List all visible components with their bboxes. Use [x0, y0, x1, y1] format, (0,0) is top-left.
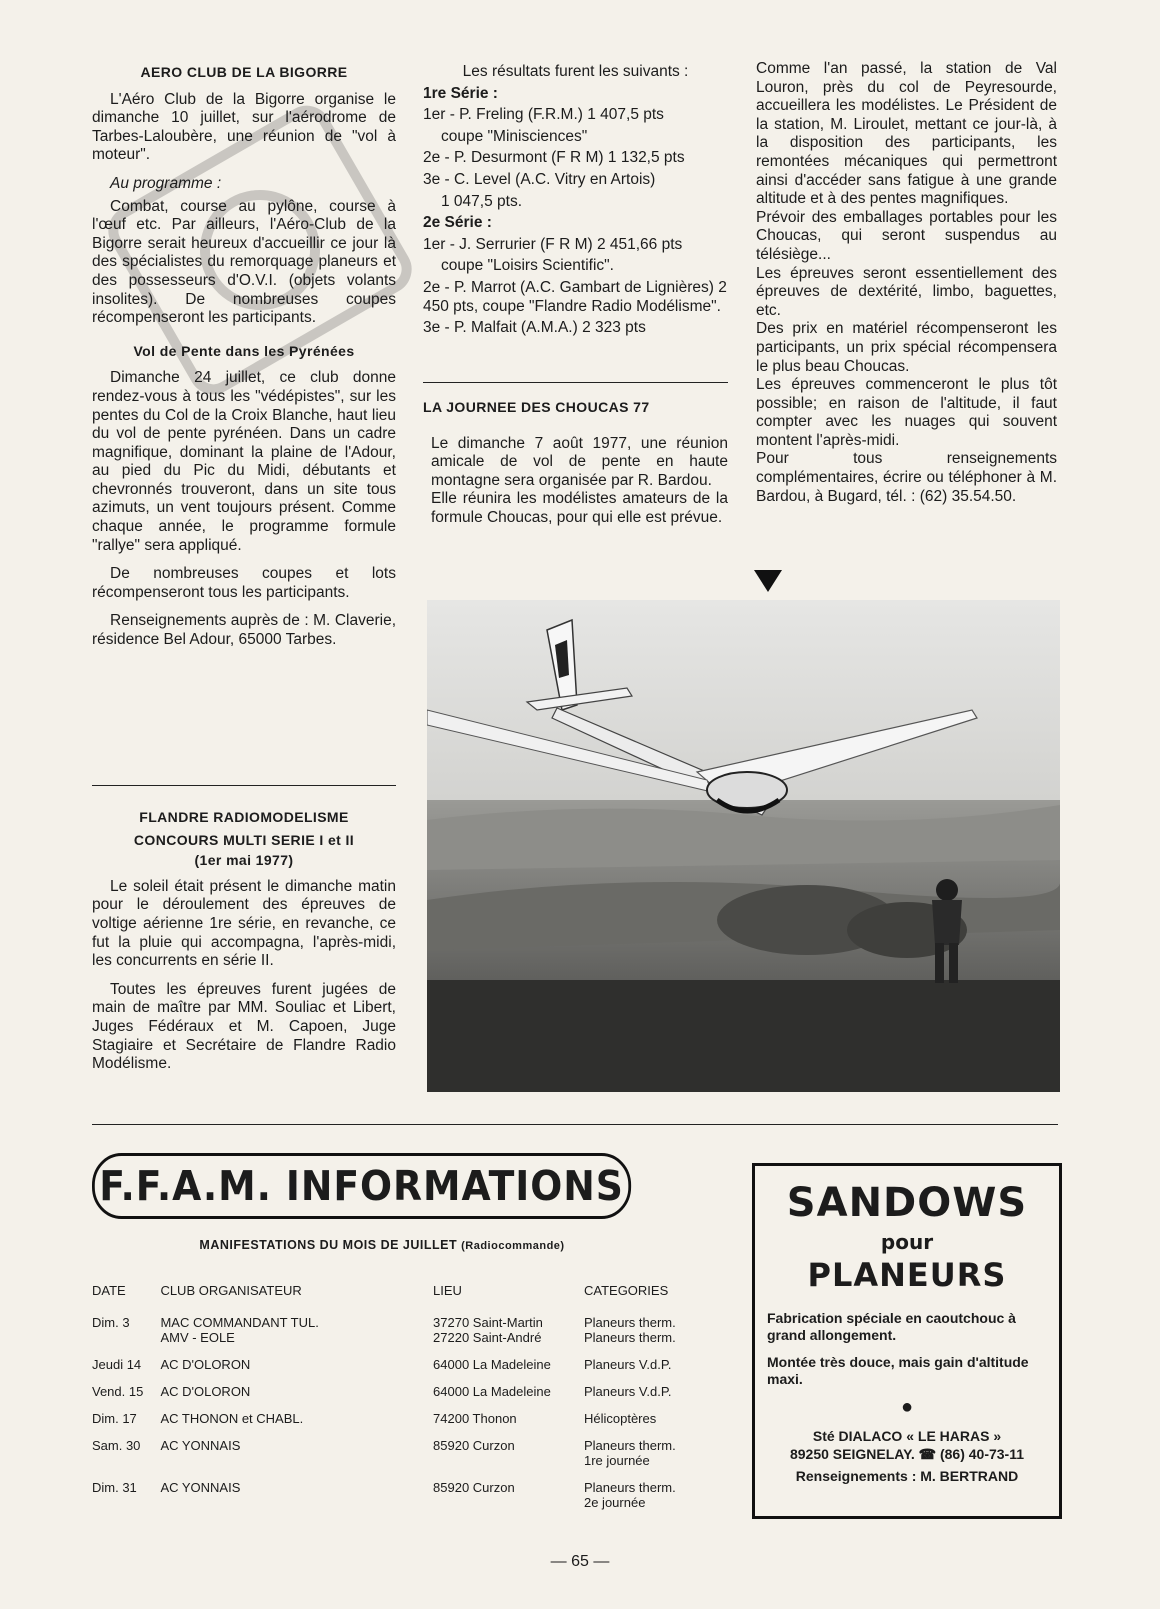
column-2-lower [423, 398, 728, 528]
ad-contact: Renseignements : M. BERTRAND [795, 1468, 1019, 1484]
paragraph: De nombreuses coupes et lots récompenseront tous les participants. [92, 565, 396, 601]
result-line: 1er - J. Serrurier (F R M) 2 451,66 pts [423, 235, 683, 253]
divider [92, 1124, 1058, 1125]
result-line: 2e - P. Desurmont (F R M) 1 132,5 pts [423, 149, 685, 167]
serie-2-label: 2e Série : [423, 214, 492, 232]
table-row [92, 1480, 712, 1522]
cell-lieu: 85920 Curzon [433, 1438, 515, 1453]
divider [423, 382, 728, 383]
cell-categories: Planeurs therm. 1re journée [583, 1438, 676, 1468]
result-line: coupe "Minisciences" [441, 127, 588, 145]
heading-date: (1er mai 1977) [194, 852, 294, 869]
heading-choucas: LA JOURNEE DES CHOUCAS 77 [423, 399, 650, 415]
ad-description-2: Montée très douce, mais gain d'altitude maxi. [767, 1354, 1029, 1387]
paragraph: Elle réunira les modélistes amateurs de la formule Choucas, pour qui elle est prévue. [431, 490, 728, 526]
cell-lieu: 64000 La Madeleine [433, 1357, 551, 1372]
table-row [92, 1315, 712, 1357]
result-line: 2e - P. Marrot (A.C. Gambart de Lignières) 2 450 pts, coupe "Flandre Radio Modélisme". [423, 278, 727, 315]
paragraph: L'Aéro Club de la Bigorre organise le dimanche 10 juillet, sur l'aérodrome de Tarbes-Laloubère, une réunion de "vol à moteur". [92, 90, 396, 164]
cell-lieu: 85920 Curzon [433, 1480, 515, 1495]
heading-aero-club: AERO CLUB DE LA BIGORRE [140, 64, 348, 80]
result-line: 1 047,5 pts. [441, 192, 523, 210]
header-date: DATE [92, 1283, 126, 1298]
paragraph: Les épreuves seront essentiellement des épreuves de dextérité, limbo, baguettes, etc. [756, 264, 1057, 319]
sandows-advert [752, 1163, 1062, 1519]
table-row [92, 1438, 712, 1480]
manifestations-title-note: (Radiocommande) [461, 1240, 565, 1252]
ad-title: SANDOWS [786, 1180, 1028, 1226]
cell-club: AC THONON et CHABL. [160, 1411, 304, 1426]
result-line: 1er - P. Freling (F.R.M.) 1 407,5 pts [423, 106, 664, 124]
cell-categories: Planeurs therm. 2e journée [583, 1480, 676, 1510]
cell-club: AC D'OLORON [160, 1384, 251, 1399]
cell-club: AC YONNAIS [160, 1480, 241, 1495]
column-1 [92, 63, 396, 660]
paragraph: Prévoir des emballages portables pour les Choucas, qui seront suspendus au télésiège... [756, 208, 1057, 263]
continue-arrow-icon [754, 570, 782, 592]
paragraph: Le soleil était présent le dimanche matin pour le déroulement des épreuves de voltige aérienne 1re série, en revanche, ce fut la pluie qui accompagna, l'après-midi, les concurrents en série II. [92, 877, 396, 970]
paragraph: Toutes les épreuves furent jugées de main de maître par MM. Souliac et Libert, Juges Fédéraux et M. Capoen, Juge Stagiaire et Secrétaire de Flandre Radio Modélisme. [92, 980, 396, 1073]
paragraph: Combat, course au pylône, course à l'œuf etc. Par ailleurs, l'Aéro-Club de la Bigorre serait heureux d'accueillir ce jour là des spécialistes du remorquage planeurs et des possesseurs d'O.V.I. (objets volants insolites). De nombreuses coupes récompenseront les participants. [92, 197, 396, 327]
cell-date: Dim. 17 [92, 1411, 137, 1426]
header-categories: CATEGORIES [583, 1283, 669, 1298]
paragraph: Pour tous renseignements complémentaires, écrire ou téléphoner à M. Bardou, à Bugard, tél. : (62) 35.54.50. [756, 450, 1057, 505]
ad-address: 89250 SEIGNELAY. ☎ (86) 40-73-11 [789, 1446, 1025, 1462]
glider-photo [427, 600, 1060, 1092]
column-3 [756, 60, 1057, 506]
table-row [92, 1384, 712, 1411]
header-club: CLUB ORGANISATEUR [160, 1283, 302, 1298]
cell-categories: Planeurs V.d.P. [583, 1384, 672, 1399]
divider [92, 785, 396, 786]
cell-date: Jeudi 14 [92, 1357, 142, 1372]
ad-pour: pour [880, 1230, 934, 1254]
table-row [92, 1411, 712, 1438]
cell-club: MAC COMMANDANT TUL. AMV - EOLE [160, 1315, 319, 1345]
table-row [92, 1357, 712, 1384]
cell-date: Sam. 30 [92, 1438, 141, 1453]
cell-categories: Hélicoptères [583, 1411, 657, 1426]
heading-flandre: FLANDRE RADIOMODELISME [139, 809, 349, 825]
program-label: Au programme : [110, 174, 222, 192]
column-1-lower [92, 808, 396, 1084]
ad-company: Sté DIALACO « LE HARAS » [812, 1428, 1002, 1444]
paragraph: Comme l'an passé, la station de Val Louron, près du col de Peyresourde, accueillera les modélistes. Le Président de la station, M. Liroulet, mettant ce jour-là, à la disposition des participants, les remontées mécaniques qui permettront ainsi d'accéder sans fatigue à une grande altitude et à des pentes magnifiques. [756, 60, 1057, 208]
heading-concours: CONCOURS MULTI SERIE I et II [133, 831, 355, 848]
cell-date: Dim. 31 [92, 1480, 137, 1495]
header-lieu: LIEU [433, 1283, 462, 1298]
result-line: 3e - C. Level (A.C. Vitry en Artois) [423, 170, 656, 188]
cell-lieu: 37270 Saint-Martin 27220 Saint-André [433, 1315, 543, 1345]
cell-lieu: 64000 La Madeleine [433, 1384, 551, 1399]
table-header-row [92, 1283, 712, 1315]
paragraph: Les épreuves commenceront le plus tôt possible; en raison de l'altitude, il faut compter avec les nuages qui souvent montent l'après-midi. [756, 376, 1057, 449]
cell-date: Dim. 3 [92, 1315, 130, 1330]
result-line: 3e - P. Malfait (A.M.A.) 2 323 pts [423, 319, 646, 337]
cell-categories: Planeurs therm. Planeurs therm. [583, 1315, 676, 1345]
manifestations-table [92, 1283, 712, 1522]
results-intro: Les résultats furent les suivants : [462, 63, 689, 80]
paragraph: Des prix en matériel récompenseront les participants, un prix spécial récompensera le plus beau Choucas. [756, 320, 1057, 375]
paragraph: Le dimanche 7 août 1977, une réunion amicale de vol de pente en haute montagne sera organisée par R. Bardou. [431, 434, 728, 489]
column-2 [423, 63, 728, 341]
cell-club: AC D'OLORON [160, 1357, 251, 1372]
manifestations-title-text: MANIFESTATIONS DU MOIS DE JUILLET [199, 1238, 458, 1252]
result-line: coupe "Loisirs Scientific". [441, 257, 614, 275]
page-number: — 65 — [550, 1553, 610, 1570]
serie-1-label: 1re Série : [423, 84, 498, 102]
bullet-icon: ● [900, 1396, 914, 1418]
ad-subtitle: PLANEURS [807, 1256, 1007, 1294]
cell-lieu: 74200 Thonon [433, 1411, 517, 1426]
manifestations-title [92, 1238, 672, 1252]
cell-categories: Planeurs V.d.P. [583, 1357, 672, 1372]
ad-description: Fabrication spéciale en caoutchouc à grand allongement. [767, 1310, 1016, 1343]
cell-date: Vend. 15 [92, 1384, 144, 1399]
cell-club: AC YONNAIS [160, 1438, 241, 1453]
ffam-banner: F.F.A.M. INFORMATIONS [92, 1153, 631, 1219]
heading-vol-de-pente: Vol de Pente dans les Pyrénées [133, 342, 355, 359]
paragraph: Dimanche 24 juillet, ce club donne rendez-vous à tous les "védépistes", sur les pentes du Col de la Croix Blanche, haut lieu du vol de pente pyrénéen. Dans un cadre magnifique, dominant la plaine de l'Adour, au pied du Pic du Midi, débutants et chevronnés trouveront, dans un site tous azimuts, un vent toujours présent. Comme chaque année, le programme formule "rallye" sera appliqué. [92, 369, 396, 554]
paragraph: Renseignements auprès de : M. Claverie, résidence Bel Adour, 65000 Tarbes. [92, 612, 396, 649]
